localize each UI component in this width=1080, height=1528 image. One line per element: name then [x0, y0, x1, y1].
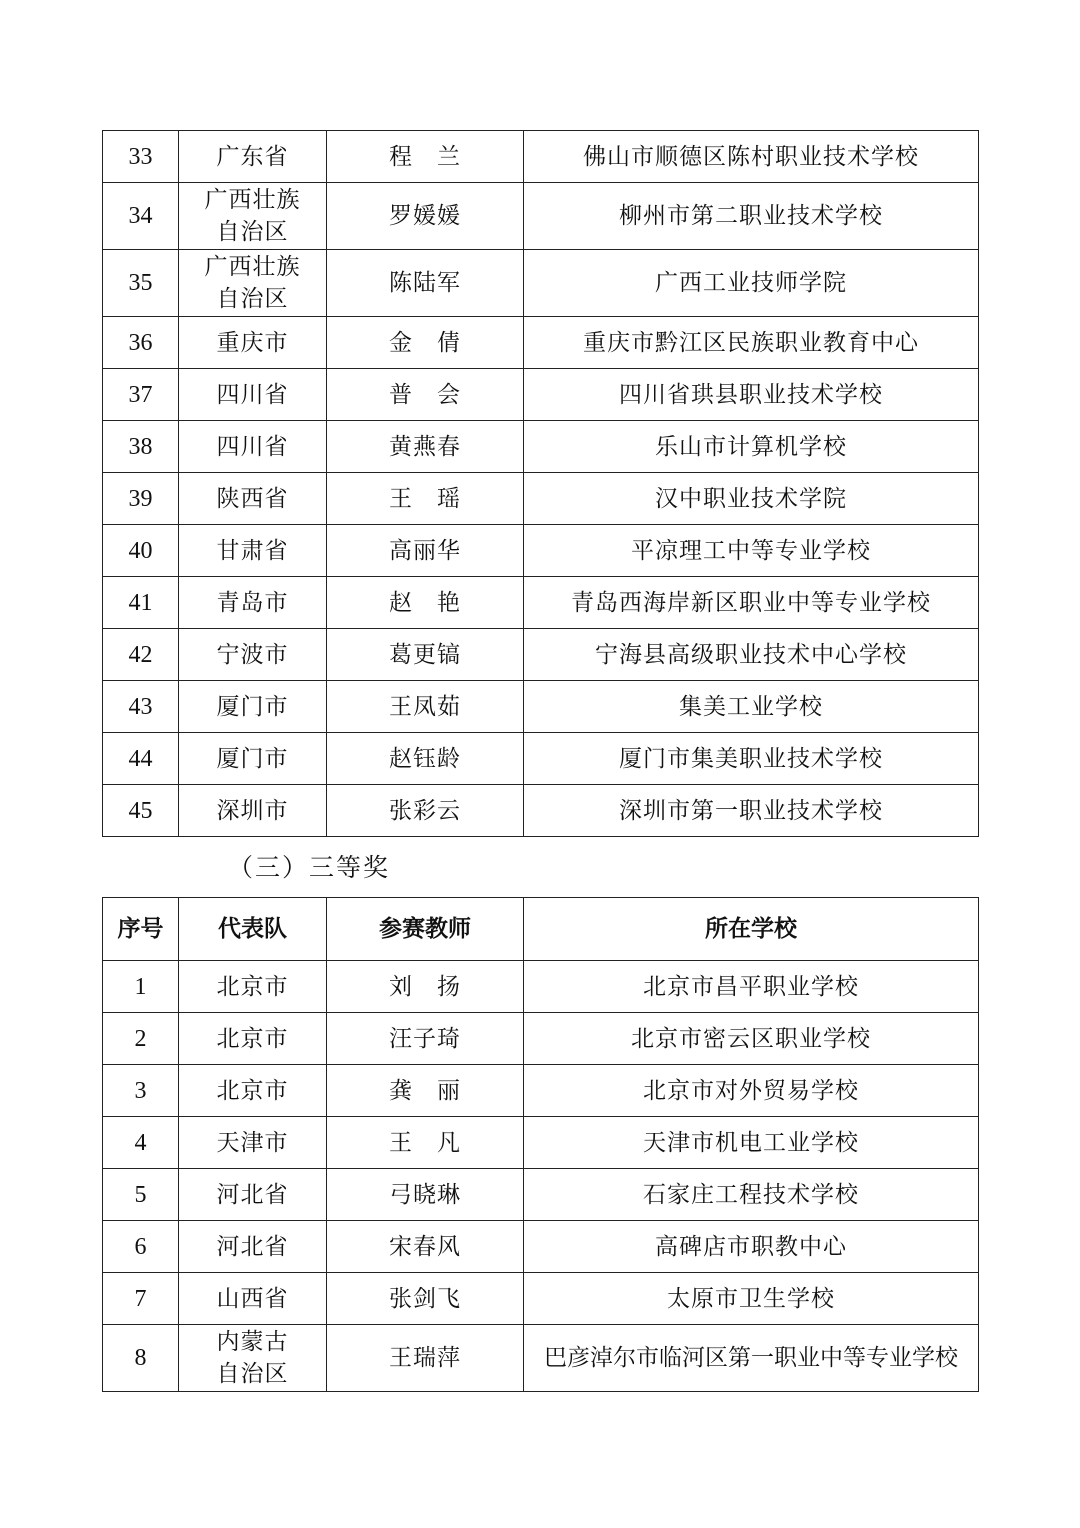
award-table-third-prize [102, 897, 979, 1392]
teacher-cell: 陈陆军 [327, 250, 524, 317]
school-cell: 石家庄工程技术学校 [524, 1169, 979, 1221]
teacher-cell: 黄燕春 [327, 421, 524, 473]
award-table-second-prize-continued [102, 130, 979, 837]
table-row [103, 250, 979, 317]
seq-cell: 7 [103, 1273, 179, 1325]
seq-cell: 33 [103, 131, 179, 183]
team-cell: 广西壮族 自治区 [179, 183, 327, 250]
team-cell: 内蒙古 自治区 [179, 1325, 327, 1392]
teacher-cell: 王凤茹 [327, 681, 524, 733]
school-cell: 北京市对外贸易学校 [524, 1065, 979, 1117]
teacher-cell: 罗媛媛 [327, 183, 524, 250]
seq-cell: 35 [103, 250, 179, 317]
teacher-cell: 王 瑶 [327, 473, 524, 525]
school-cell: 集美工业学校 [524, 681, 979, 733]
team-cell: 四川省 [179, 421, 327, 473]
column-header-teacher: 参赛教师 [327, 898, 524, 961]
seq-cell: 42 [103, 629, 179, 681]
teacher-cell: 王瑞萍 [327, 1325, 524, 1392]
seq-cell: 3 [103, 1065, 179, 1117]
table-row [103, 1013, 979, 1065]
team-cell: 甘肃省 [179, 525, 327, 577]
school-cell: 北京市昌平职业学校 [524, 961, 979, 1013]
team-cell: 深圳市 [179, 785, 327, 837]
table-row [103, 1273, 979, 1325]
seq-cell: 44 [103, 733, 179, 785]
school-cell: 巴彦淖尔市临河区第一职业中等专业学校 [524, 1325, 979, 1392]
table-row [103, 1065, 979, 1117]
seq-cell: 8 [103, 1325, 179, 1392]
school-cell: 厦门市集美职业技术学校 [524, 733, 979, 785]
school-cell: 佛山市顺德区陈村职业技术学校 [524, 131, 979, 183]
table-row [103, 317, 979, 369]
table-header [103, 898, 979, 961]
seq-cell: 41 [103, 577, 179, 629]
seq-cell: 38 [103, 421, 179, 473]
team-cell: 厦门市 [179, 681, 327, 733]
team-cell: 北京市 [179, 961, 327, 1013]
school-cell: 高碑店市职教中心 [524, 1221, 979, 1273]
teacher-cell: 王 凡 [327, 1117, 524, 1169]
table-body [103, 131, 979, 837]
school-cell: 重庆市黔江区民族职业教育中心 [524, 317, 979, 369]
teacher-cell: 赵钰龄 [327, 733, 524, 785]
seq-cell: 4 [103, 1117, 179, 1169]
school-cell: 深圳市第一职业技术学校 [524, 785, 979, 837]
table-row [103, 1169, 979, 1221]
seq-cell: 1 [103, 961, 179, 1013]
section-heading-third-prize: （三）三等奖 [228, 853, 391, 882]
teacher-cell: 张剑飞 [327, 1273, 524, 1325]
table-body [103, 961, 979, 1392]
team-cell: 青岛市 [179, 577, 327, 629]
team-cell: 广西壮族 自治区 [179, 250, 327, 317]
column-header-team: 代表队 [179, 898, 327, 961]
seq-cell: 5 [103, 1169, 179, 1221]
team-cell: 广东省 [179, 131, 327, 183]
seq-cell: 39 [103, 473, 179, 525]
team-cell: 河北省 [179, 1221, 327, 1273]
team-cell: 宁波市 [179, 629, 327, 681]
teacher-cell: 赵 艳 [327, 577, 524, 629]
table-row [103, 525, 979, 577]
seq-cell: 37 [103, 369, 179, 421]
school-cell: 天津市机电工业学校 [524, 1117, 979, 1169]
table-row [103, 473, 979, 525]
teacher-cell: 普 会 [327, 369, 524, 421]
school-cell: 广西工业技师学院 [524, 250, 979, 317]
school-cell: 四川省珙县职业技术学校 [524, 369, 979, 421]
school-cell: 汉中职业技术学院 [524, 473, 979, 525]
teacher-cell: 弓晓琳 [327, 1169, 524, 1221]
school-cell: 柳州市第二职业技术学校 [524, 183, 979, 250]
table-row [103, 1117, 979, 1169]
team-cell: 厦门市 [179, 733, 327, 785]
teacher-cell: 龚 丽 [327, 1065, 524, 1117]
team-cell: 北京市 [179, 1013, 327, 1065]
table-row [103, 961, 979, 1013]
column-header-seq: 序号 [103, 898, 179, 961]
seq-cell: 43 [103, 681, 179, 733]
teacher-cell: 葛更镐 [327, 629, 524, 681]
table-row [103, 681, 979, 733]
table-row [103, 1325, 979, 1392]
column-header-school: 所在学校 [524, 898, 979, 961]
teacher-cell: 金 倩 [327, 317, 524, 369]
teacher-cell: 汪子琦 [327, 1013, 524, 1065]
seq-cell: 34 [103, 183, 179, 250]
teacher-cell: 高丽华 [327, 525, 524, 577]
team-cell: 山西省 [179, 1273, 327, 1325]
school-cell: 乐山市计算机学校 [524, 421, 979, 473]
table-row [103, 369, 979, 421]
team-cell: 天津市 [179, 1117, 327, 1169]
team-cell: 河北省 [179, 1169, 327, 1221]
table-row [103, 131, 979, 183]
school-cell: 太原市卫生学校 [524, 1273, 979, 1325]
teacher-cell: 程 兰 [327, 131, 524, 183]
table-row [103, 1221, 979, 1273]
table-row [103, 183, 979, 250]
team-cell: 重庆市 [179, 317, 327, 369]
header-row [103, 898, 979, 961]
seq-cell: 45 [103, 785, 179, 837]
school-cell: 平凉理工中等专业学校 [524, 525, 979, 577]
seq-cell: 2 [103, 1013, 179, 1065]
team-cell: 北京市 [179, 1065, 327, 1117]
teacher-cell: 宋春风 [327, 1221, 524, 1273]
table-row [103, 785, 979, 837]
seq-cell: 6 [103, 1221, 179, 1273]
school-cell: 北京市密云区职业学校 [524, 1013, 979, 1065]
seq-cell: 40 [103, 525, 179, 577]
school-cell: 青岛西海岸新区职业中等专业学校 [524, 577, 979, 629]
table-row [103, 421, 979, 473]
table-row [103, 733, 979, 785]
team-cell: 陕西省 [179, 473, 327, 525]
seq-cell: 36 [103, 317, 179, 369]
school-cell: 宁海县高级职业技术中心学校 [524, 629, 979, 681]
team-cell: 四川省 [179, 369, 327, 421]
table-row [103, 629, 979, 681]
table-row [103, 577, 979, 629]
teacher-cell: 张彩云 [327, 785, 524, 837]
teacher-cell: 刘 扬 [327, 961, 524, 1013]
